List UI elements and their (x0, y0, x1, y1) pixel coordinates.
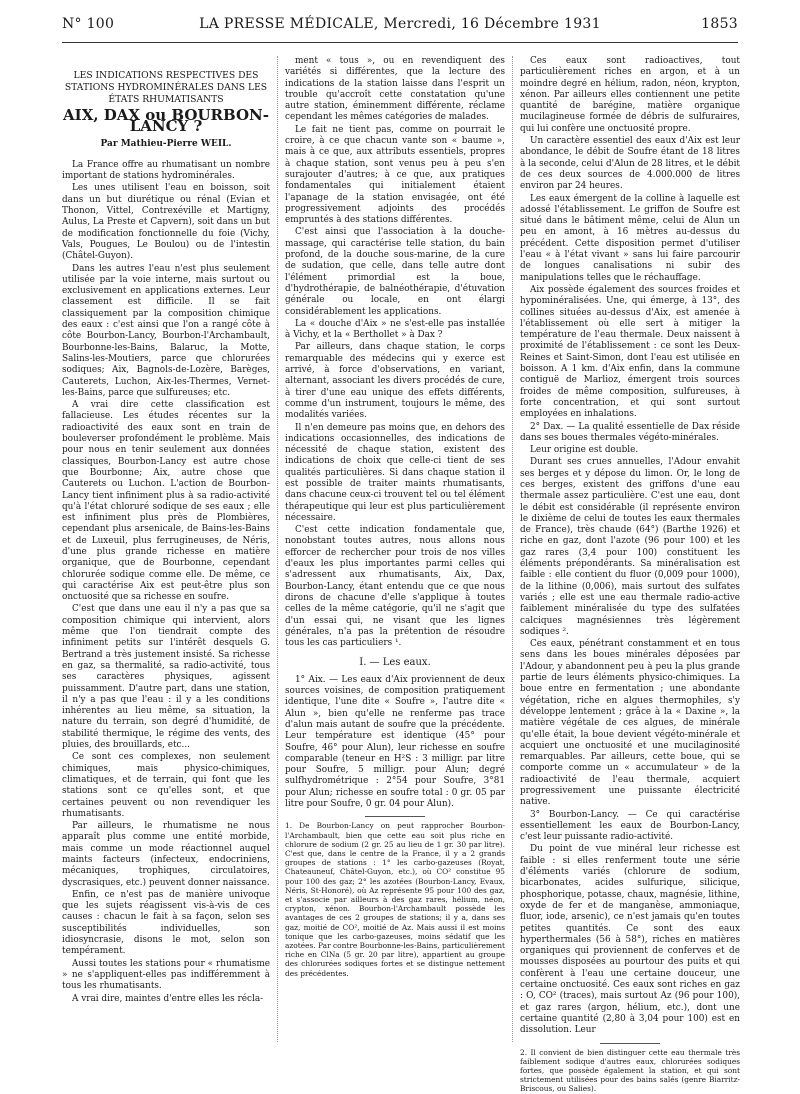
paragraph: Aussi toutes les stations pour « rhumatisme » ne s'appliquent-elles pas indifféremment à tous les rhumatisants. (62, 958, 270, 992)
paragraph: A vrai dire, maintes d'entre elles les récla- (72, 993, 264, 1004)
page-header (62, 16, 738, 38)
column-3 (520, 56, 740, 1094)
column-separator (277, 56, 278, 1042)
paragraph: La « douche d'Aix » ne s'est-elle pas installée à Vichy, et la « Berthollet » à Dax ? (285, 318, 505, 341)
page-number: 1853 (701, 16, 738, 32)
article-title: AIX, DAX ou BOURBON-LANCY ? (63, 106, 269, 136)
paragraph: C'est ainsi que l'association à la douche-massage, qui caractérise telle station, du bain profond, de la douche sous-marine, de la cure de sudation, que celle, dans telle autre dont l'élément primordial est la boue, d'hydrothérapie, de balnéothérapie, d'étuvation générale ou locale, en ont élargi considérablement les applications. (285, 227, 505, 317)
paragraph: C'est cette indication fondamentale que, nonobstant toutes autres, nous allons nous efforcer de rechercher pour trois de nos villes d'eaux les plus importantes parmi celles qui s'adressent aux rhumatisants, Aix, Dax, Bourbon-Lancy, étant entendu que ce que nous dirons de chacune d'elle s'applique à toutes celles de la même catégorie, qu'il ne s'agit que d'un essai qui, ne visant que les lignes générales, n'a pas la prétention de résoudre tous les cas particuliers ¹. (285, 525, 505, 649)
paragraph: Du point de vue minéral leur richesse est faible : si elles renferment toute une série d'éléments variés (chlorure de sodium, bicarbonates, acides sulfurique, silicique, phosphorique, potasse, chaux, magnésie, lithine, oxyde de fer et de manganèse, ammoniaque, fluor, iode, arsenic), ce n'est jamais qu'en toutes petites quantités. Ce sont des eaux hyperthermales (56 à 58°), riches en matières organiques qui proviennent de conferves et de mousses disposées au pourtour des puits et qui confèrent à l'eau une certaine douceur, une certaine onctuosité. Ces eaux sont riches en gaz : O, CO² (traces), mais surtout Az (96 pour 100), et gaz rares (argon, hélium, etc.), dont une certaine quantité (2,80 à 3,04 pour 100) est en dissolution. Leur (520, 844, 740, 1036)
header-rule (62, 42, 738, 43)
paragraph: Ces eaux, pénétrant constamment et en tous sens dans les boues minérales déposées par l'Adour, y abandonnent peu à peu la plus grande partie de leurs éléments physico-chimiques. La boue entre en fermentation ; une abondante végétation, riche en algues thermophiles, s'y développe lentement ; grâce à la « Daxine », la matière végétale de ces algues, de minérale qu'elle était, la boue devient végéto-minérale et acquiert une onctuosité et une mucilaginosité remarquables. Par ailleurs, cette boue, qui se comporte comme un « accumulateur » de la radioactivité de l'eau thermale, acquiert progressivement une puissante électricité native. (520, 639, 740, 808)
section-heading: I. — Les eaux. (359, 657, 431, 669)
paragraph: Les eaux émergent de la colline à laquelle est adossé l'établissement. Le griffon de Soufre est situé dans le bâtiment même, celui de Alun un peu en amont, à 16 mètres au-dessus du précédent. Cette disposition permet d'utiliser l'eau « à l'état vivant » sans lui faire parcourir de longues canalisations ni subir des manipulations telles que le réchauffage. (520, 193, 740, 283)
column-3-body (520, 56, 740, 1037)
article-author: Par Mathieu-Pierre WEIL. (100, 138, 232, 149)
paragraph: Le fait ne tient pas, comme on pourrait le croire, à ce que chacun vante son « baume », mais à ce que, aux attributs essentiels, propres à chaque station, sont venus peu à peu s'en surajouter d'autres; à ce que, aux pratiques fondamentales qui initialement étaient l'apanage de la station envisagée, ont été progressivement adjoints des procédés empruntés à des stations différentes. (285, 124, 505, 226)
column-separator (512, 56, 513, 1042)
paragraph: Aix possède également des sources froides et hypominéralisées. Une, qui émerge, à 13°, des collines situées au-dessus d'Aix, est amenée à l'établissement où elle sert à mitiger la température de l'eau thermale. Deux naissent à proximité de l'établissement : ce sont les Deux-Reines et Saint-Simon, dont l'eau est utilisée en boisson. A 1 km. d'Aix enfin, dans la commune contiguë de Marlioz, émergent trois sources froides de même composition, sulfureuses, à forte concentration, et qui sont surtout employées en inhalations. (520, 284, 740, 420)
paragraph: ment « tous », ou en revendiquent des variétés si différentes, que la lecture des indications de la station laisse dans l'esprit un trouble qu'accroît cette constatation qu'une autre station, éminemment différente, réclame cependant les mêmes catégories de malades. (285, 56, 505, 123)
journal-title: LA PRESSE MÉDICALE, Mercredi, 16 Décembre 1931 (199, 16, 601, 32)
paragraph: Ce sont ces complexes, non seulement chimiques, mais physico-chimiques, climatiques, et de terrain, qui font que les stations sont ce qu'elles sont, et que certaines peuvent ou non revendiquer les rhumatisants. (62, 752, 270, 819)
issue-number: N° 100 (62, 16, 115, 32)
column-1 (62, 56, 270, 1044)
footnote-1: 1. De Bourbon-Lancy on peut rapprocher Bourbon-l'Archambault, bien que cette eau soit plus riche en chlorure de sodium (2 gr. 25 au lieu de 1 gr. 30 par litre). C'est que, dans le centre de la France, il y a 2 grands groupes de stations : 1° les carbo-gazeuses (Royat, Chateauneuf, Châtel-Guyon, etc.), où CO² constitue 95 pour 100 des gaz; 2° les azotées (Bourbon-Lancy, Evaux, Néris, St-Honoré), où Az représente 95 pour 100 des gaz, et s'associe par ailleurs à des gaz rares, hélium, néon, crypton, xénon. Bourbon-l'Archambault possède les avantages de ces 2 groupes de stations; il y a, dans ses gaz, moitié de CO², moitié de Az. Mais aussi il est moins tonique que les carbo-gazeuses, moins sédatif que les azotées. Par contre Bourbonne-les-Bains, particulièrement riche en ClNa (5 gr. 20 par litre), appartient au groupe des chlorurées sodiques fortes et se distingue nettement des précédentes. (285, 821, 505, 978)
paragraph: Durant ses crues annuelles, l'Adour envahit ses berges et y dépose du limon. Or, le long de ces berges, existent des griffons d'une eau thermale assez particulière. C'est une eau, dont le débit est considérable (il représente environ le dixième de celui de toutes les eaux thermales de France), très chaude (64°) (Barthe 1926) et riche en gaz, dont l'azote (96 pour 100) et les gaz rares (3,4 pour 100) constituent les éléments prépondérants. Sa minéralisation est faible : elle contient du fluor (0,009 pour 1000), de la lithine (0,006), mais surtout des sulfates variés ; elle est une eau thermale radio-active faiblement minéralisée du type des sulfatées calciques magnésiennes très légèrement sodiques ². (520, 457, 740, 637)
paragraph: Enfin, ce n'est pas de manière univoque que les sujets réagissent vis-à-vis de ces causes : chacun le fait à sa façon, selon ses susceptibilités individuelles, son idiosyncrasie, disons le mot, selon son tempérament. (62, 889, 270, 957)
paragraph: Par ailleurs, dans chaque station, le corps remarquable des médecins qui y exerce est arrivé, à force d'observations, en variant, alternant, associant les divers procédés de cure, à tirer d'une eau unique des effets différents, comme d'un instrument, toujours le même, des modalités variées. (285, 342, 505, 421)
column-1-body (62, 160, 270, 1005)
paragraph: 3° Bourbon-Lancy. — Ce qui caractérise essentiellement les eaux de Bourbon-Lancy, c'est leur puissante radio-activité. (520, 809, 740, 843)
paragraph: Les unes utilisent l'eau en boisson, soit dans un but diurétique ou rénal (Evian et Thonon, Vittel, Contrexéville et Martigny, Aulus, La Preste et Capvern), soit dans un but de modification fonctionnelle du foie (Vichy, Vals, Pougues, Le Boulou) ou de l'intestin (Châtel-Guyon). (62, 183, 270, 262)
paragraph: Dans les autres l'eau n'est plus seulement utilisée par la voie interne, mais surtout ou exclusivement en applications externes. Leur classement est difficile. Il se fait classiquement par la composition chimique des eaux : c'est ainsi que l'on a rangé côte à côte Bourbon-Lancy, Bourbon-l'Archambault, Bourbonne-les-Bains, Balaruc, la Motte, Salins-les-Moutiers, parce que chlorurées sodiques; Aix, Bagnols-de-Lozère, Barèges, Cauterets, Luchon, Aix-les-Thermes, Vernet-les-Bains, parce que sulfureuses; etc. (62, 263, 270, 398)
paragraph: A vrai dire cette classification est fallacieuse. Les études récentes sur la radioactivité des eaux sont en train de bouleverser profondément le problème. Mais pour nous en tenir seulement aux données classiques, Bourbon-Lancy est autre chose que Bourbonne; Aix, autre chose que Cauterets ou Luchon. L'action de Bourbon-Lancy tient infiniment plus à sa radio-activité qu'à l'état chloruré sodique de ses eaux ; elle est infiniment plus près de Plombières, cependant plus arsenicale, de Bains-les-Bains et de Luxeuil, plus ferrugineuses, de Néris, d'une plus grande richesse en matière organique, que de Bourbonne, cependant chlorurée sodique comme elle. De même, ce qui caractérise Aix est peut-être plus son onctuosité que sa richesse en soufre. (62, 400, 270, 603)
column-2-body (285, 56, 505, 649)
paragraph: Il n'en demeure pas moins que, en dehors des indications occasionnelles, des indications de nécessité de chaque station, existent des indications de choix que celle-ci tient de ses qualités particulières. Si dans chaque station il est possible de traiter maints rhumatisants, dans chacune ceux-ci trouvent tel ou tel élément thérapeutique qui leur est plus particulièrement nécessaire. (285, 422, 505, 523)
paragraph: 2° Dax. — La qualité essentielle de Dax réside dans ses boues thermales végéto-minérales. (520, 421, 740, 443)
article-kicker: LES INDICATIONS RESPECTIVES DES STATIONS HYDROMINÉRALES DANS LES ÉTATS RHUMATISANTS (64, 70, 268, 105)
column-2-section-body (285, 675, 505, 811)
paragraph: C'est que dans une eau il n'y a pas que sa composition chimique qui intervient, alors même que l'on tiendrait compte des infiniment petits sur l'intérêt desquels G. Bertrand a très justement insisté. Sa richesse en gaz, sa thermalité, sa radio-activité, tous ses caractères physiques, agissent puissamment. D'autre part, dans une station, il n'y a pas que l'eau : il y a les conditions inhérentes au lieu même, sa situation, la nature du terrain, son degré d'humidité, de stabilité thermique, le régime des vents, des pluies, des brouillards, etc... (62, 604, 270, 751)
column-2 (285, 56, 505, 1044)
paragraph: 1° Aix. — Les eaux d'Aix proviennent de deux sources voisines, de composition pratiquement identique, l'une dite « Soufre », l'autre dite « Alun », bien qu'elle ne renferme pas trace d'alun mais autant de soufre que la précédente. Leur température est identique (45° pour Soufre, 46° pour Alun), leur richesse en soufre comparable (teneur en H²S : 3 milligr. par litre pour Soufre, 5 milligr. pour Alun; degré sulfhydrométrique : 2°54 pour Soufre, 3°81 pour Alun; richesse en soufre total : 0 gr. 05 par litre pour Soufre, 0 gr. 04 pour Alun). (285, 674, 505, 809)
paragraph: Ces eaux sont radioactives, tout particulièrement riches en argon, et à un moindre degré en hélium, radon, néon, krypton, xénon. Par ailleurs elles contiennent une petite quantité de barégine, matière organique mucilagineuse formée de débris de sulfuraires, qui lui confère une onctuosité propre. (520, 56, 740, 134)
footnote-rule (600, 1043, 660, 1044)
paragraph: Par ailleurs, le rhumatisme ne nous apparaît plus comme une entité morbide, mais comme un mode réactionnel auquel maints facteurs (infecteux, endocriniens, mécaniques, trophiques, circulatoires, dyscrasiques, etc.) peuvent donner naissance. (62, 821, 270, 888)
paragraph: Leur origine est double. (530, 445, 639, 456)
footnote-rule (365, 816, 425, 817)
paragraph: La France offre au rhumatisant un nombre important de stations hydrominérales. (62, 159, 270, 182)
paragraph: Un caractère essentiel des eaux d'Aix est leur abondance, le débit de Soufre étant de 18 litres à la seconde, celui d'Alun de 28 litres, et le débit de ces deux sources de 4.000.000 de litres environ par 24 heures. (520, 136, 740, 192)
footnote-2: 2. Il convient de bien distinguer cette eau thermale très faiblement sodique d'autres eaux, chlorurées sodiques fortes, que possède également la station, et qui sont strictement utilisées pour des bains salés (genre Biarritz-Briscous, ou Salies). (520, 1047, 740, 1094)
